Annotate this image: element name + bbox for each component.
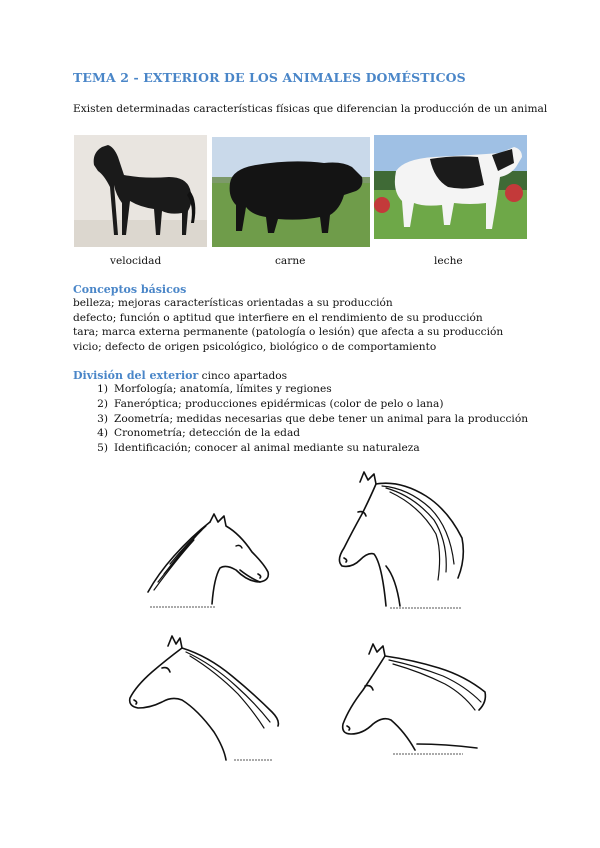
horse-head-sketch-3 — [122, 632, 287, 767]
list-item — [90, 413, 528, 428]
division-heading — [73, 369, 287, 382]
list-text: Zoometría; medidas necesarias que debe tener un animal para la producción — [114, 412, 529, 425]
concepto-belleza: belleza; mejoras características orientadas a su producción — [73, 297, 393, 309]
page-title: TEMA 2 - EXTERIOR DE LOS ANIMALES DOMÉSTICOS — [73, 70, 466, 85]
list-number: 1) — [97, 383, 108, 395]
list-item — [90, 427, 528, 442]
list-number: 5) — [97, 442, 108, 455]
list-text: Faneróptica; producciones epidérmicas (color de pelo o lana) — [114, 397, 444, 410]
list-item — [90, 398, 528, 413]
division-list — [90, 383, 528, 457]
conceptos-heading: Conceptos básicos — [73, 283, 187, 296]
caption-carne: carne — [275, 255, 306, 267]
list-text: Morfología; anatomía, límites y regiones — [114, 383, 332, 395]
list-number: 3) — [97, 412, 108, 425]
concepto-defecto: defecto; función o aptitud que interfiere en el rendimiento de su producción — [73, 312, 483, 324]
caption-leche: leche — [434, 255, 463, 267]
list-number: 4) — [97, 427, 108, 440]
horse-head-sketch-4 — [335, 640, 490, 760]
concepto-vicio: vicio; defecto de origen psicológico, biológico o de comportamiento — [73, 341, 437, 353]
horse-head-sketch-1 — [140, 512, 275, 612]
intro-text: Existen determinadas características físicas que diferencian la producción de un animal — [73, 103, 548, 115]
horse-head-sketch-2 — [330, 468, 470, 613]
division-heading-suffix: cinco apartados — [198, 370, 288, 382]
concepto-tara: tara; marca externa permanente (patología o lesión) que afecta a su producción — [73, 326, 504, 338]
list-number: 2) — [97, 397, 108, 410]
list-text: Identificación; conocer al animal mediante su naturaleza — [114, 442, 420, 455]
list-text: Cronometría; detección de la edad — [114, 427, 301, 440]
list-item — [90, 383, 528, 398]
bull-photo — [212, 137, 370, 247]
list-item — [90, 442, 528, 457]
cow-photo — [374, 135, 527, 239]
horse-photo — [74, 135, 207, 247]
caption-velocidad: velocidad — [110, 255, 162, 267]
division-heading-label: División del exterior — [73, 369, 199, 382]
